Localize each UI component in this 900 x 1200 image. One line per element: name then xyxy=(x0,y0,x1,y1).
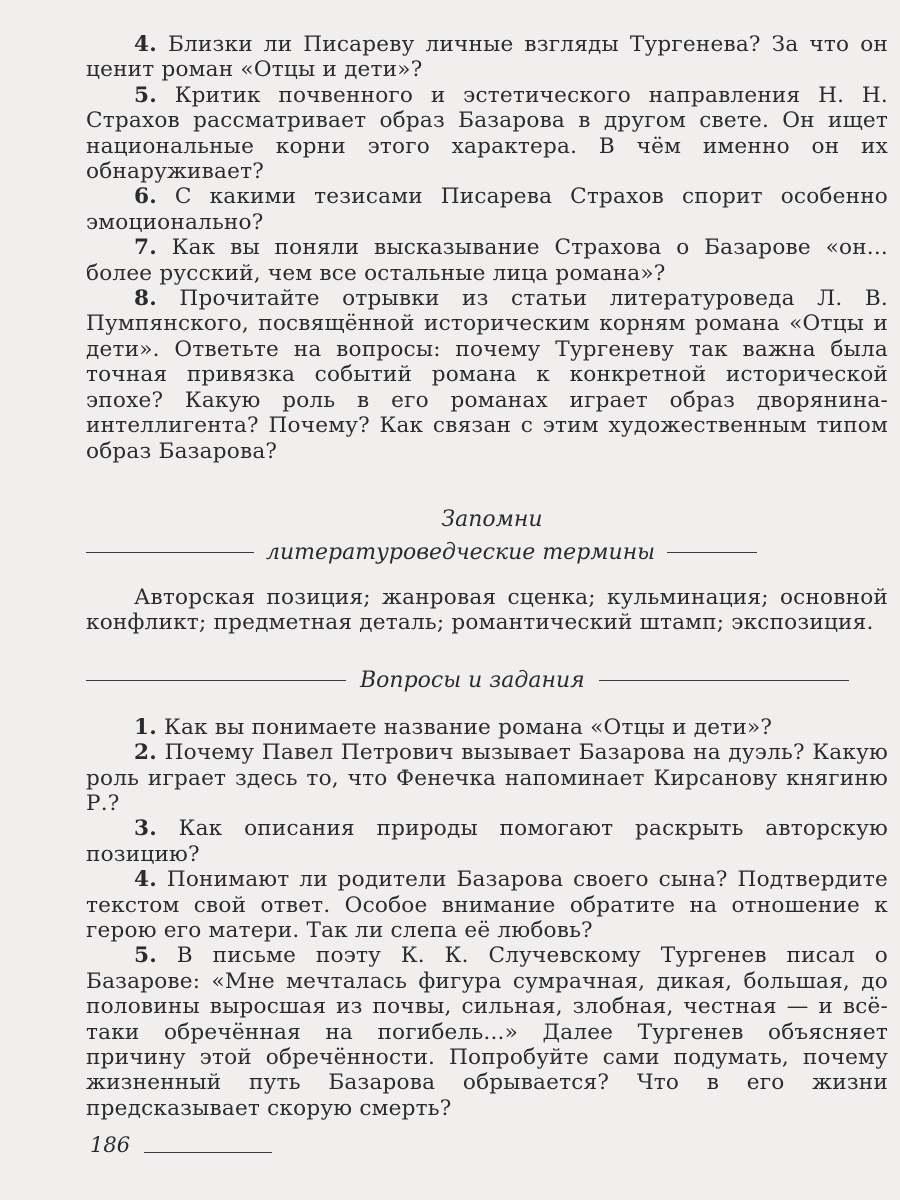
task-text: Почему Павел Петрович вызывает Базарова на дуэль? Какую роль играет здесь то, что Фенечка напоминает Кирсанову княгиню Р.? xyxy=(86,740,888,816)
task-item xyxy=(86,867,888,943)
task-number: 2. xyxy=(134,740,157,766)
questions-top xyxy=(86,32,888,464)
section-heading-rule xyxy=(86,668,888,693)
question-item xyxy=(86,286,888,464)
question-text: Близки ли Писареву личные взгляды Тургенева? За что он ценит роман «Отцы и дети»? xyxy=(86,32,888,83)
task-item xyxy=(86,740,888,816)
task-text: Понимают ли родители Базарова своего сына? Подтвердите текстом свой ответ. Особое внимание обратите на отношение к герою его матери. Так ли слепа её любовь? xyxy=(86,867,888,943)
question-text: Прочитайте отрывки из статьи литературоведа Л. В. Пумпянского, посвящённой историческим корням романа «Отцы и дети». Ответьте на вопросы: почему Тургеневу так важна была точная привязка событий романа к конкретной исторической эпохе? Какую роль в его романах играет образ дворянина-интеллигента? Почему? Как связан с этим художественным типом образ Базарова? xyxy=(86,286,888,464)
task-number: 3. xyxy=(134,816,157,842)
question-item xyxy=(86,32,888,83)
question-item xyxy=(86,184,888,235)
footer-rule xyxy=(144,1152,272,1153)
page-number: 186 xyxy=(90,1133,131,1157)
question-number: 6. xyxy=(134,184,157,210)
terms-subtitle-rule xyxy=(86,540,888,565)
rule-line-right xyxy=(667,552,757,553)
task-text: В письме поэту К. К. Случевскому Тургенев писал о Базарове: «Мне мечталась фигура сумрачная, дикая, большая, до половины выросшая из почвы, сильная, злобная, честная — и всё-таки обречённая на погибель...» Далее Тургенев объясняет причину этой обречённости. Попробуйте сами подумать, почему жизненный путь Базарова обрывается? Что в его жизни предсказывает скорую смерть? xyxy=(86,943,888,1121)
rule-line-right xyxy=(599,680,849,681)
question-item xyxy=(86,83,888,185)
question-number: 5. xyxy=(134,82,157,108)
remember-heading: Запомни xyxy=(441,506,543,532)
task-number: 5. xyxy=(134,943,157,969)
question-text: Как вы поняли высказывание Страхова о Базарове «он... более русский, чем все остальные лица романа»? xyxy=(86,235,888,286)
section-title: Вопросы и задания xyxy=(360,667,585,693)
task-number: 4. xyxy=(134,867,157,893)
page-footer xyxy=(90,1133,272,1157)
tasks-list xyxy=(86,715,888,1122)
question-number: 8. xyxy=(134,286,157,312)
question-number: 7. xyxy=(134,235,157,261)
rule-line-left xyxy=(86,680,346,681)
task-item xyxy=(86,943,888,1121)
task-text: Как описания природы помогают раскрыть авторскую позицию? xyxy=(86,816,888,867)
question-item xyxy=(86,235,888,286)
rule-line-left xyxy=(86,552,254,553)
task-number: 1. xyxy=(134,714,157,740)
question-text: С какими тезисами Писарева Страхов спорит особенно эмоционально? xyxy=(86,184,888,235)
task-text: Как вы понимаете название романа «Отцы и дети»? xyxy=(164,714,773,740)
task-item xyxy=(86,715,888,740)
question-text: Критик почвенного и эстетического направления Н. Н. Страхов рассматривает образ Базарова в другом свете. Он ищет национальные корни этого характера. В чём именно он их обнаруживает? xyxy=(86,82,888,185)
question-number: 4. xyxy=(134,32,157,57)
terms-list: Авторская позиция; жанровая сценка; кульминация; основной конфликт; предметная деталь; романтический штамп; экспозиция. xyxy=(86,584,888,636)
terms-subtitle: литературоведческие термины xyxy=(266,539,656,565)
task-item xyxy=(86,816,888,867)
